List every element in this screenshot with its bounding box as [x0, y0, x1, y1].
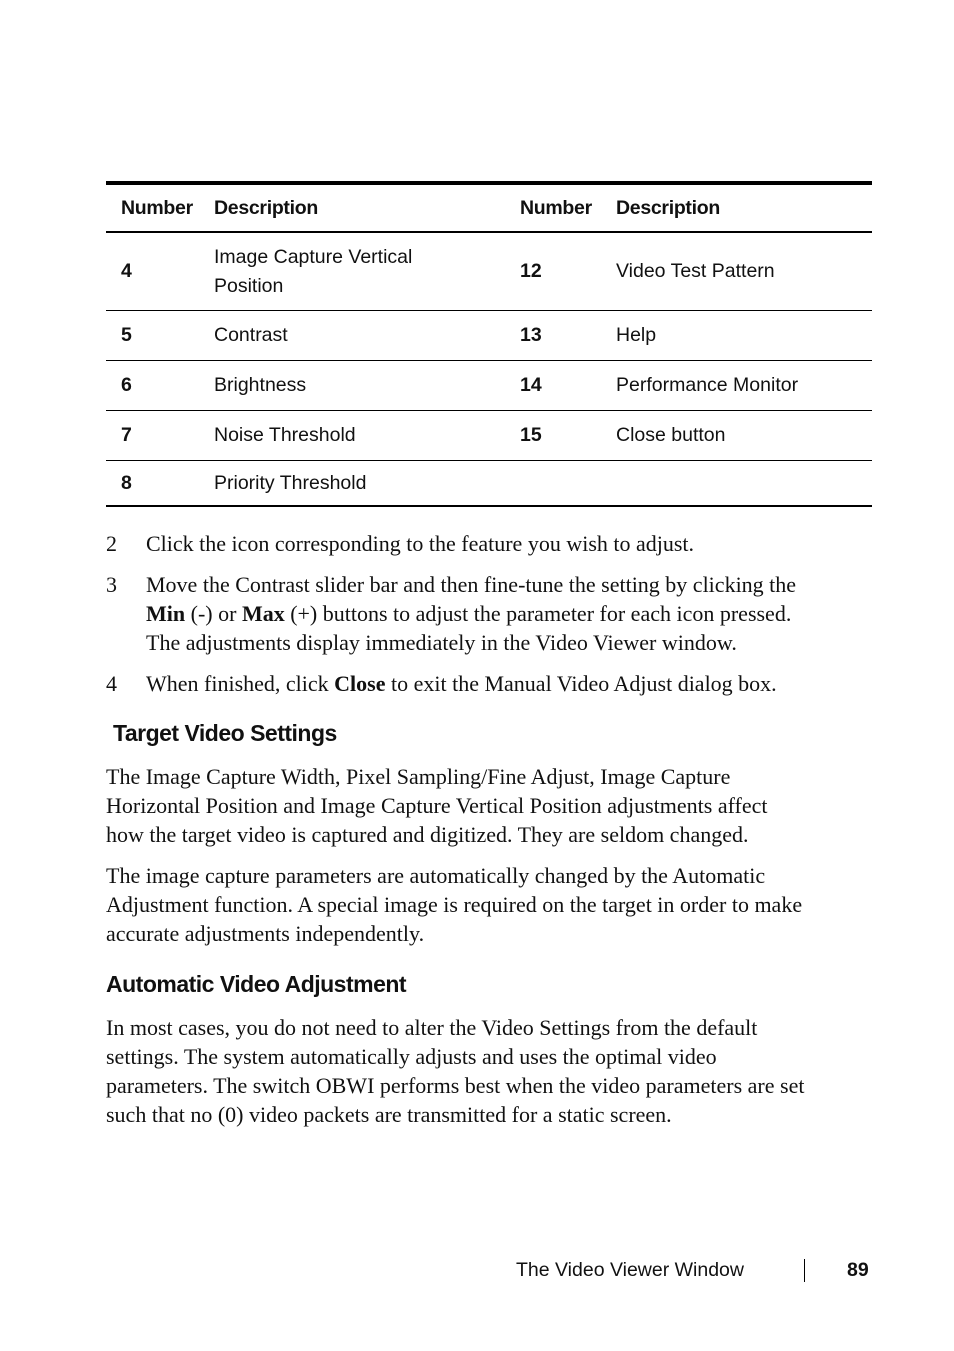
- max-label: Max: [241, 601, 285, 626]
- cell-description: Contrast: [214, 324, 288, 346]
- section-heading-automatic-video-adjustment: Automatic Video Adjustment: [106, 971, 407, 997]
- header-number-2: Number: [520, 196, 592, 219]
- cell-number: 15: [520, 424, 542, 446]
- step-2: [106, 529, 866, 558]
- paragraph: [106, 1013, 876, 1129]
- step-line: [146, 599, 866, 628]
- step-line: Move the Contrast slider bar and then fine-tune the setting by clicking the: [146, 572, 797, 597]
- cell-number: 5: [121, 324, 132, 346]
- paragraph-line: such that no (0) video packets are transmitted for a static screen.: [106, 1102, 672, 1127]
- step-3: [106, 570, 866, 657]
- cell-description: Noise Threshold: [214, 424, 356, 446]
- cell-description: Priority Threshold: [214, 471, 367, 494]
- cell-number: 13: [520, 324, 542, 346]
- footer-divider: [804, 1259, 805, 1282]
- footer-chapter-title: The Video Viewer Window: [516, 1259, 744, 1281]
- cell-description: Performance Monitor: [616, 374, 799, 396]
- step-text: [146, 570, 866, 657]
- table-row: [106, 361, 872, 411]
- step-number: 3: [106, 572, 117, 597]
- paragraph-line: Adjustment function. A special image is required on the target in order to make: [106, 892, 803, 917]
- paragraph-line: parameters. The switch OBWI performs best when the video parameters are set: [106, 1073, 805, 1098]
- header-number-1: Number: [121, 196, 193, 219]
- header-description-2: Description: [616, 196, 720, 219]
- step-number: 4: [106, 671, 117, 696]
- cell-number: 6: [121, 374, 132, 396]
- paragraph-line: accurate adjustments independently.: [106, 921, 425, 946]
- step-text: Click the icon corresponding to the feature you wish to adjust.: [146, 531, 695, 556]
- step-fragment: (+) buttons to adjust the parameter for each icon pressed.: [284, 601, 792, 626]
- cell-description: Help: [616, 324, 657, 346]
- paragraph-line: The Image Capture Width, Pixel Sampling/Fine Adjust, Image Capture: [106, 764, 731, 789]
- cell-description-line: Image Capture Vertical: [214, 245, 413, 268]
- close-label: Close: [334, 671, 386, 696]
- table-header-row: [106, 185, 872, 233]
- step-number: 2: [106, 531, 117, 556]
- cell-description: Video Test Pattern: [616, 260, 775, 282]
- cell-number: 4: [121, 260, 132, 282]
- paragraph-line: The image capture parameters are automatically changed by the Automatic: [106, 863, 766, 888]
- step-fragment: When finished, click: [146, 671, 335, 696]
- paragraph-line: how the target video is captured and digitized. They are seldom changed.: [106, 822, 749, 847]
- step-line: The adjustments display immediately in the Video Viewer window.: [146, 630, 737, 655]
- cell-number: 8: [121, 471, 132, 494]
- step-text: [146, 669, 866, 698]
- reference-table: [106, 181, 872, 507]
- paragraph: [106, 762, 876, 849]
- cell-description-line: Position: [214, 274, 284, 297]
- cell-number: 12: [520, 260, 542, 282]
- paragraph-line: In most cases, you do not need to alter the Video Settings from the default: [106, 1015, 758, 1040]
- step-fragment: (-) or: [185, 601, 242, 626]
- header-description-1: Description: [214, 196, 318, 219]
- table-row: [106, 411, 872, 461]
- step-fragment: to exit the Manual Video Adjust dialog box.: [385, 671, 777, 696]
- cell-description: Brightness: [214, 374, 307, 396]
- cell-number: 14: [520, 374, 542, 396]
- table-row: [106, 461, 872, 505]
- cell-description: [200, 243, 505, 301]
- cell-number: 7: [121, 424, 132, 446]
- footer-page-number: 89: [847, 1259, 869, 1281]
- section-heading-target-video-settings: Target Video Settings: [113, 720, 337, 746]
- cell-description: Close button: [616, 424, 726, 446]
- table-row: [106, 233, 872, 311]
- paragraph-line: settings. The system automatically adjusts and uses the optimal video: [106, 1044, 717, 1069]
- min-label: Min: [146, 601, 186, 626]
- step-4: [106, 669, 866, 698]
- paragraph: [106, 861, 876, 948]
- paragraph-line: Horizontal Position and Image Capture Vertical Position adjustments affect: [106, 793, 768, 818]
- table-row: [106, 311, 872, 361]
